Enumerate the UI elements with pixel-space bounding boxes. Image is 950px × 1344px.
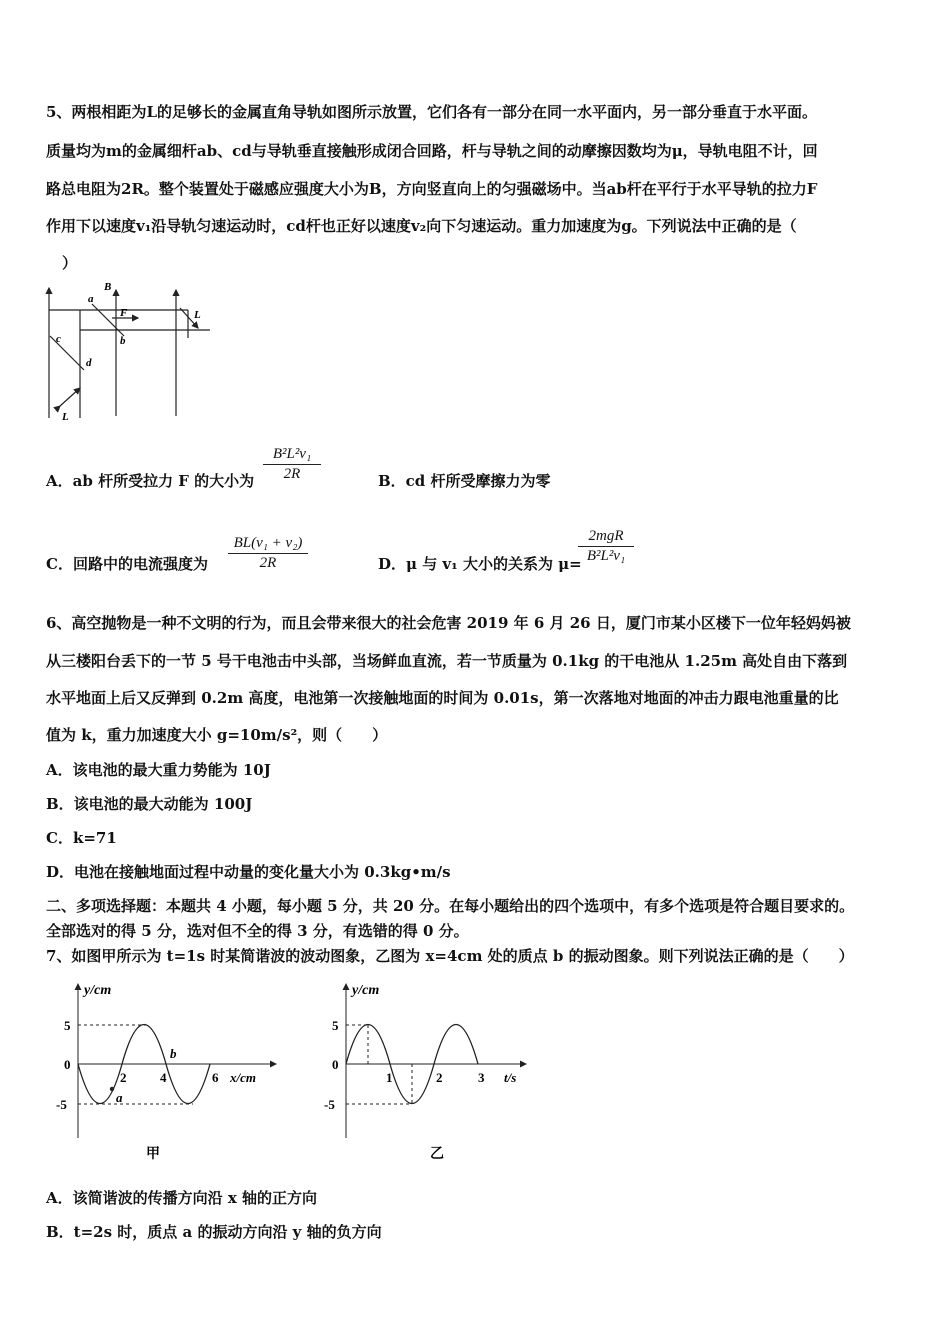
q5-option-d: D．μ 与 v₁ 大小的关系为 μ= [378,555,582,573]
yi-ytick-5: 5 [332,1018,339,1033]
q6-option-d: D．电池在接触地面过程中动量的变化量大小为 0.3kg•m/s [46,863,451,881]
label-a: a [88,293,94,305]
q7-option-b: B．t=2s 时，质点 a 的振动方向沿 y 轴的负方向 [46,1223,382,1241]
jia-xtick-6: 6 [212,1070,219,1085]
q7-vibration-graph-yi [318,978,538,1168]
frac-denominator: B²L²v₁ [586,548,626,564]
label-B: B [104,281,112,293]
q5-line-3: 路总电阻为2R。整个装置处于磁感应强度大小为B，方向竖直向上的匀强磁场中。当ab杆在平行于水平导轨的拉力F [46,180,818,198]
q5-option-c-fraction [228,535,308,572]
jia-ytick-5: 5 [64,1018,71,1033]
yi-ytick-0: 0 [332,1057,339,1072]
frac-numerator: B²L²v₁ [272,446,312,462]
jia-ylabel: y/cm [84,983,112,998]
label-b: b [120,335,126,347]
q5-line-1: 5、两根相距为L的足够长的金属直角导轨如图所示放置，它们各有一部分在同一水平面内，另一部分垂直于水平面。 [46,103,817,121]
frac-bar [263,464,321,465]
q6-option-b: B．该电池的最大动能为 100J [46,795,253,813]
frac-numerator: BL(v₁ + v₂) [233,535,303,551]
jia-xtick-2: 2 [120,1070,127,1085]
yi-ytick-neg5: -5 [324,1097,335,1112]
point-a-marker [110,1087,114,1091]
jia-caption: 甲 [146,1147,160,1162]
frac-denominator: 2R [283,466,301,482]
q5-line-5: ） [62,254,78,272]
q5-rail-figure [40,278,220,428]
jia-ytick-0: 0 [64,1057,71,1072]
label-L-bottom: L [62,411,69,423]
q7-line-1: 7、如图甲所示为 t=1s 时某简谐波的波动图象，乙图为 x=4cm 处的质点 b 的振动图象。则下列说法正确的是（ ） [46,947,854,965]
q5-option-d-fraction [578,528,634,565]
section2-line-2: 全部选对的得 5 分，选对但不全的得 3 分，有选错的得 0 分。 [46,922,469,940]
q6-option-a: A．该电池的最大重力势能为 10J [46,761,271,779]
frac-bar [228,553,308,554]
frac-numerator: 2mgR [588,528,624,544]
q6-line-4: 值为 k，重力加速度大小 g=10m/s²，则（ ） [46,726,388,744]
jia-ytick-neg5: -5 [56,1097,67,1112]
jia-xtick-4: 4 [160,1070,167,1085]
yi-caption: 乙 [430,1147,444,1162]
yi-ylabel: y/cm [352,983,380,998]
label-c: c [56,333,61,345]
yi-xlabel: t/s [504,1070,517,1085]
q6-line-3: 水平地面上后又反弹到 0.2m 高度，电池第一次接触地面的时间为 0.01s，第一次落地对地面的冲击力跟电池重量的比 [46,689,839,707]
yi-xtick-2: 2 [436,1070,443,1085]
q5-option-b: B．cd 杆所受摩擦力为零 [378,472,551,490]
jia-xlabel: x/cm [230,1070,256,1085]
q5-line-4: 作用下以速度v₁沿导轨匀速运动时，cd杆也正好以速度v₂向下匀速运动。重力加速度为g。下列说法中正确的是（ [46,217,797,235]
q5-line-2: 质量均为m的金属细杆ab、cd与导轨垂直接触形成闭合回路，杆与导轨之间的动摩擦因数均为μ，导轨电阻不计，回 [46,142,818,160]
q7-option-a: A．该简谐波的传播方向沿 x 轴的正方向 [46,1189,318,1207]
yi-xtick-3: 3 [478,1070,485,1085]
q5-option-a: A．ab 杆所受拉力 F 的大小为 [46,472,255,490]
frac-bar [578,546,634,547]
label-F: F [120,307,128,319]
label-d: d [86,357,92,369]
q5-option-a-fraction [263,446,321,483]
q6-line-1: 6、高空抛物是一种不文明的行为，而且会带来很大的社会危害 2019 年 6 月 26 日，厦门市某小区楼下一位年轻妈妈被 [46,614,851,632]
q6-line-2: 从三楼阳台丢下的一节 5 号干电池击中头部，当场鲜血直流，若一节质量为 0.1kg 的干电池从 1.25m 高处自由下落到 [46,652,848,670]
yi-xtick-1: 1 [386,1070,393,1085]
section2-line-1: 二、多项选择题：本题共 4 小题，每小题 5 分，共 20 分。在每小题给出的四个选项中，有多个选项是符合题目要求的。 [46,897,855,915]
q7-wave-graph-jia [48,978,288,1168]
q5-option-c: C．回路中的电流强度为 [46,555,208,573]
frac-denominator: 2R [259,555,277,571]
label-L-top: L [194,309,201,321]
jia-point-a: a [116,1090,123,1105]
jia-point-b: b [170,1046,177,1061]
q6-option-c: C．k=71 [46,829,117,847]
